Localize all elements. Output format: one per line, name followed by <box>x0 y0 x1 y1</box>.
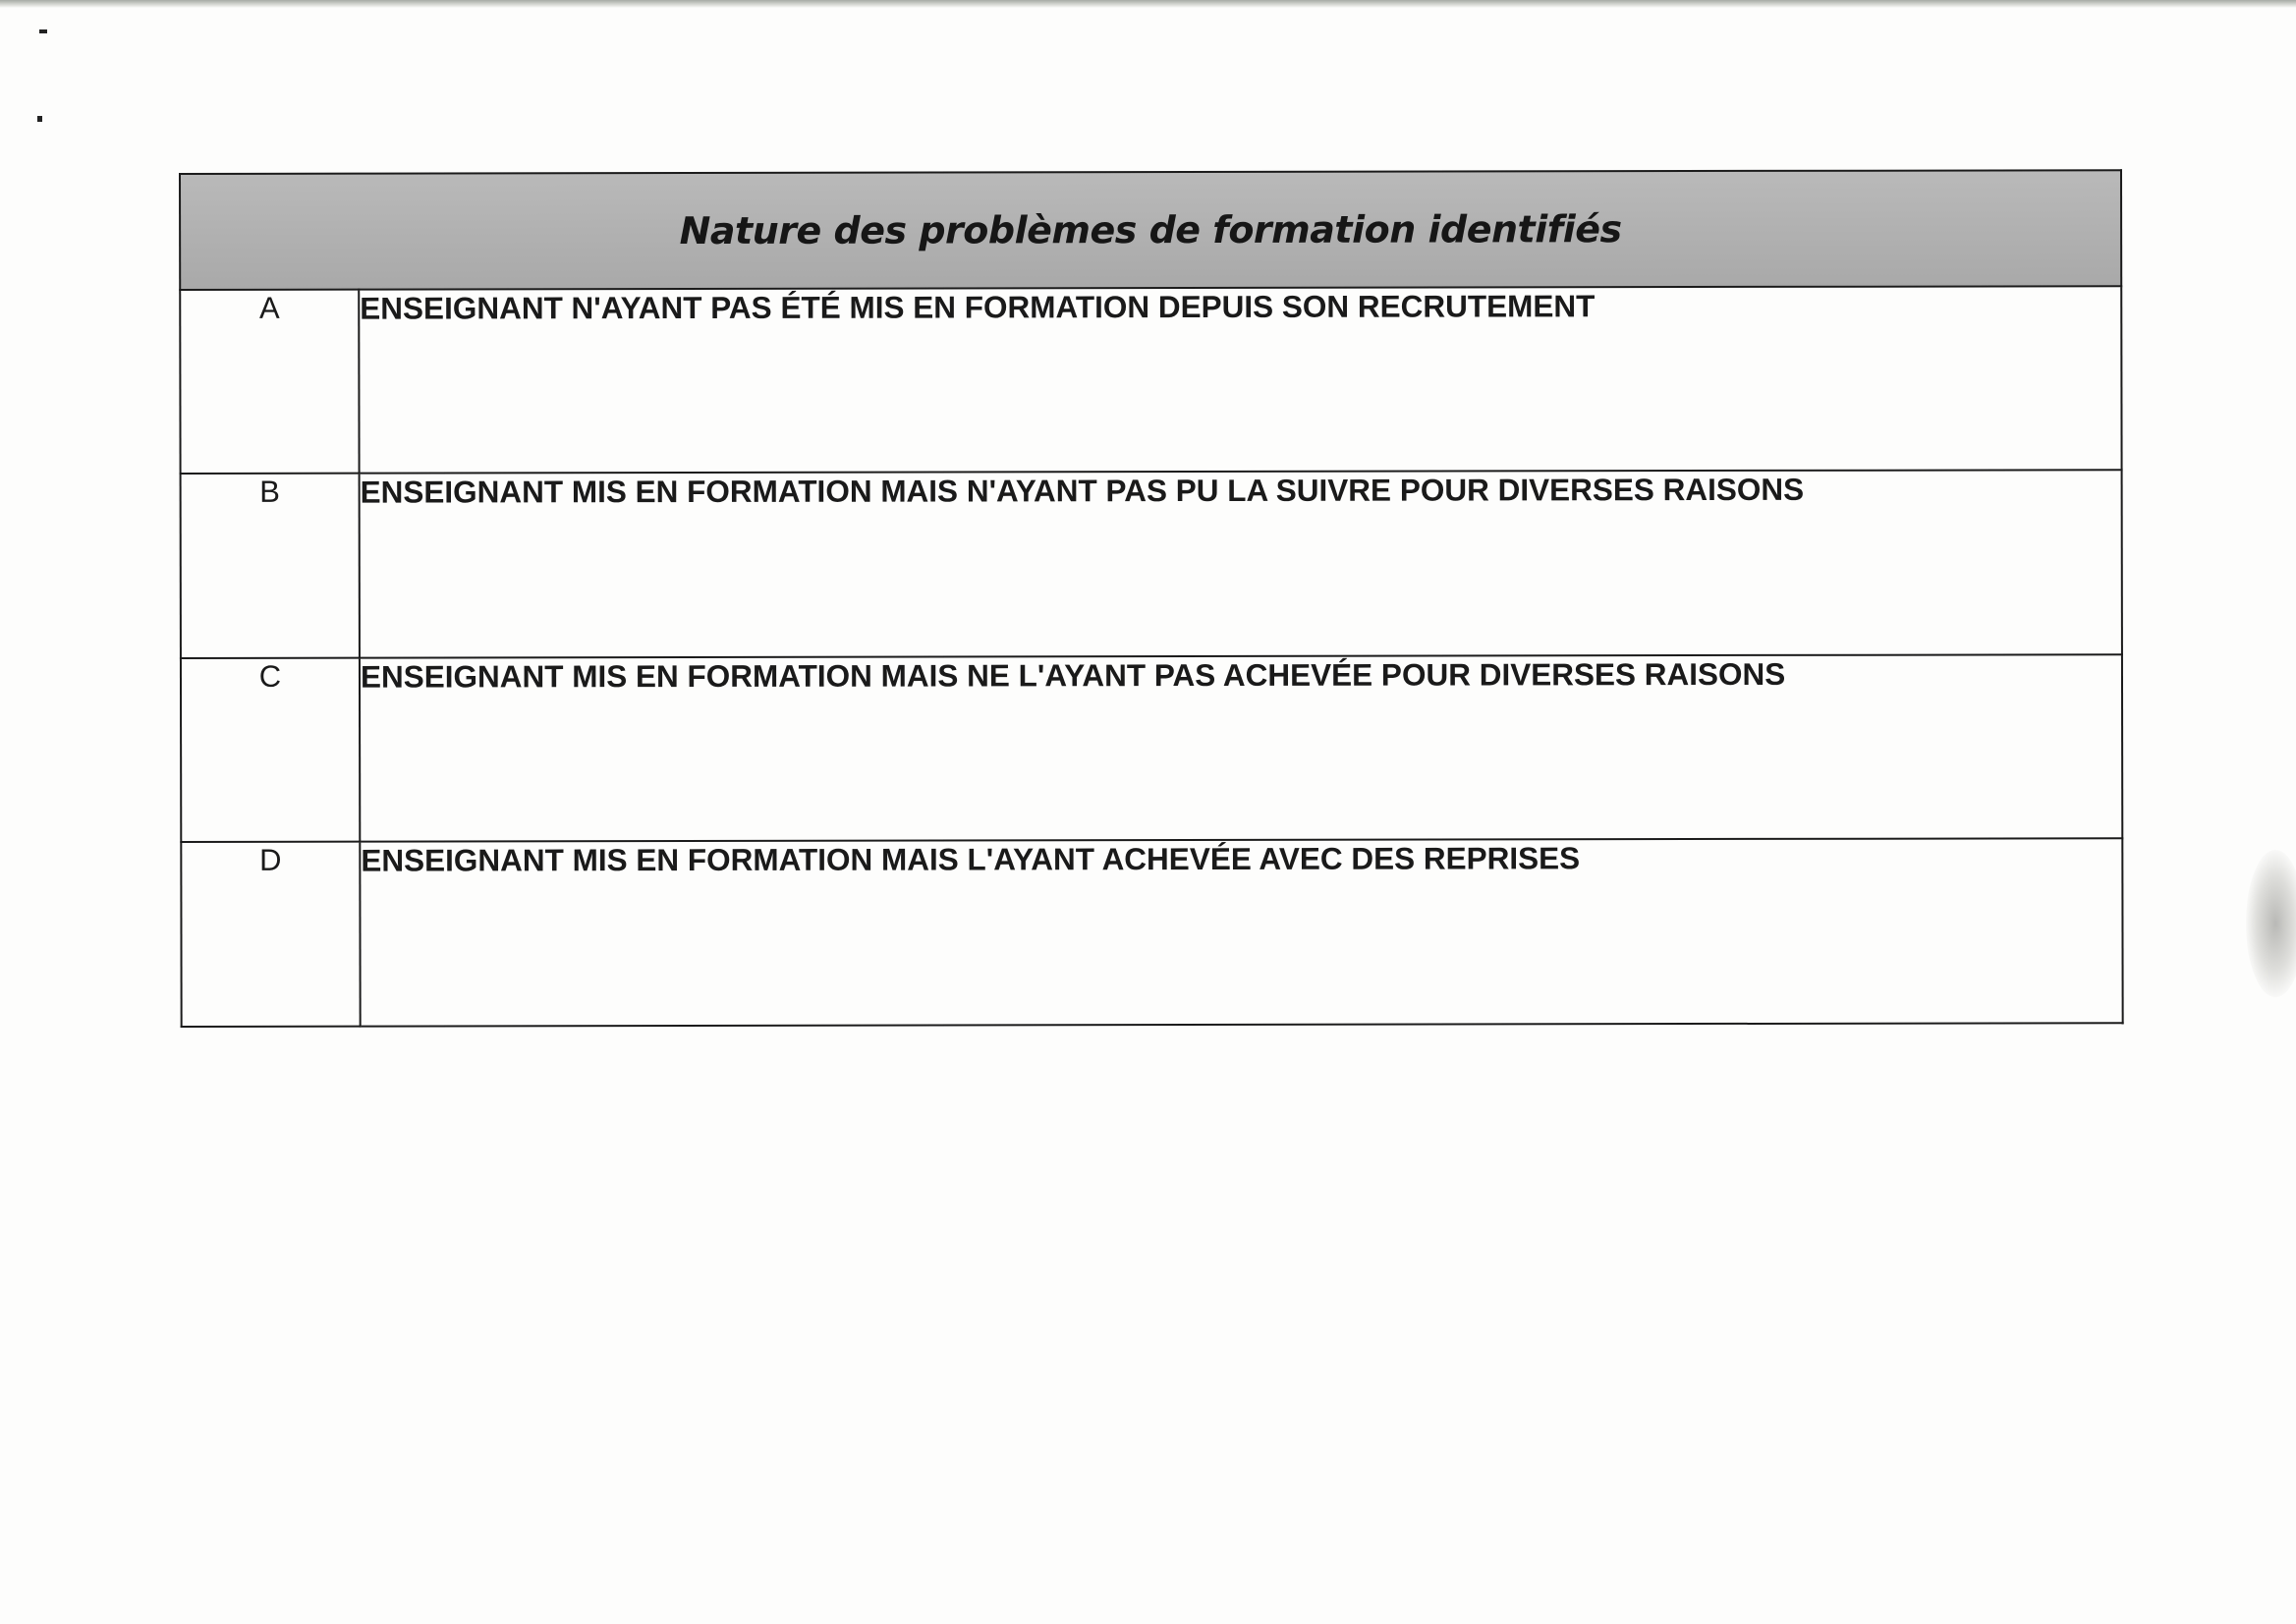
table-title: Nature des problèmes de formation identifiés <box>679 207 1622 252</box>
table-row <box>181 654 2122 842</box>
scan-speck <box>37 116 42 122</box>
table-row <box>181 839 2122 1027</box>
row-code: B <box>181 474 360 658</box>
scan-top-edge <box>0 0 2296 8</box>
row-description: ENSEIGNANT N'AYANT PAS ÉTÉ MIS EN FORMATION DEPUIS SON RECRUTEMENT <box>359 286 2121 474</box>
row-description: ENSEIGNANT MIS EN FORMATION MAIS N'AYANT PAS PU LA SUIVRE POUR DIVERSES RAISONS <box>360 471 2122 658</box>
table-row <box>181 471 2122 658</box>
row-description: ENSEIGNANT MIS EN FORMATION MAIS NE L'AYANT PAS ACHEVÉE POUR DIVERSES RAISONS <box>360 654 2122 842</box>
table-row <box>180 286 2121 474</box>
table-title-row <box>180 170 2121 290</box>
table-title-cell <box>180 170 2121 290</box>
row-code: D <box>181 842 360 1027</box>
row-code: C <box>181 658 360 843</box>
punch-hole-shadow <box>2246 850 2296 997</box>
row-description: ENSEIGNANT MIS EN FORMATION MAIS L'AYANT ACHEVÉE AVEC DES REPRISES <box>360 839 2122 1027</box>
training-problems-table <box>179 169 2124 1028</box>
scan-speck <box>39 29 47 33</box>
row-code: A <box>180 290 359 475</box>
